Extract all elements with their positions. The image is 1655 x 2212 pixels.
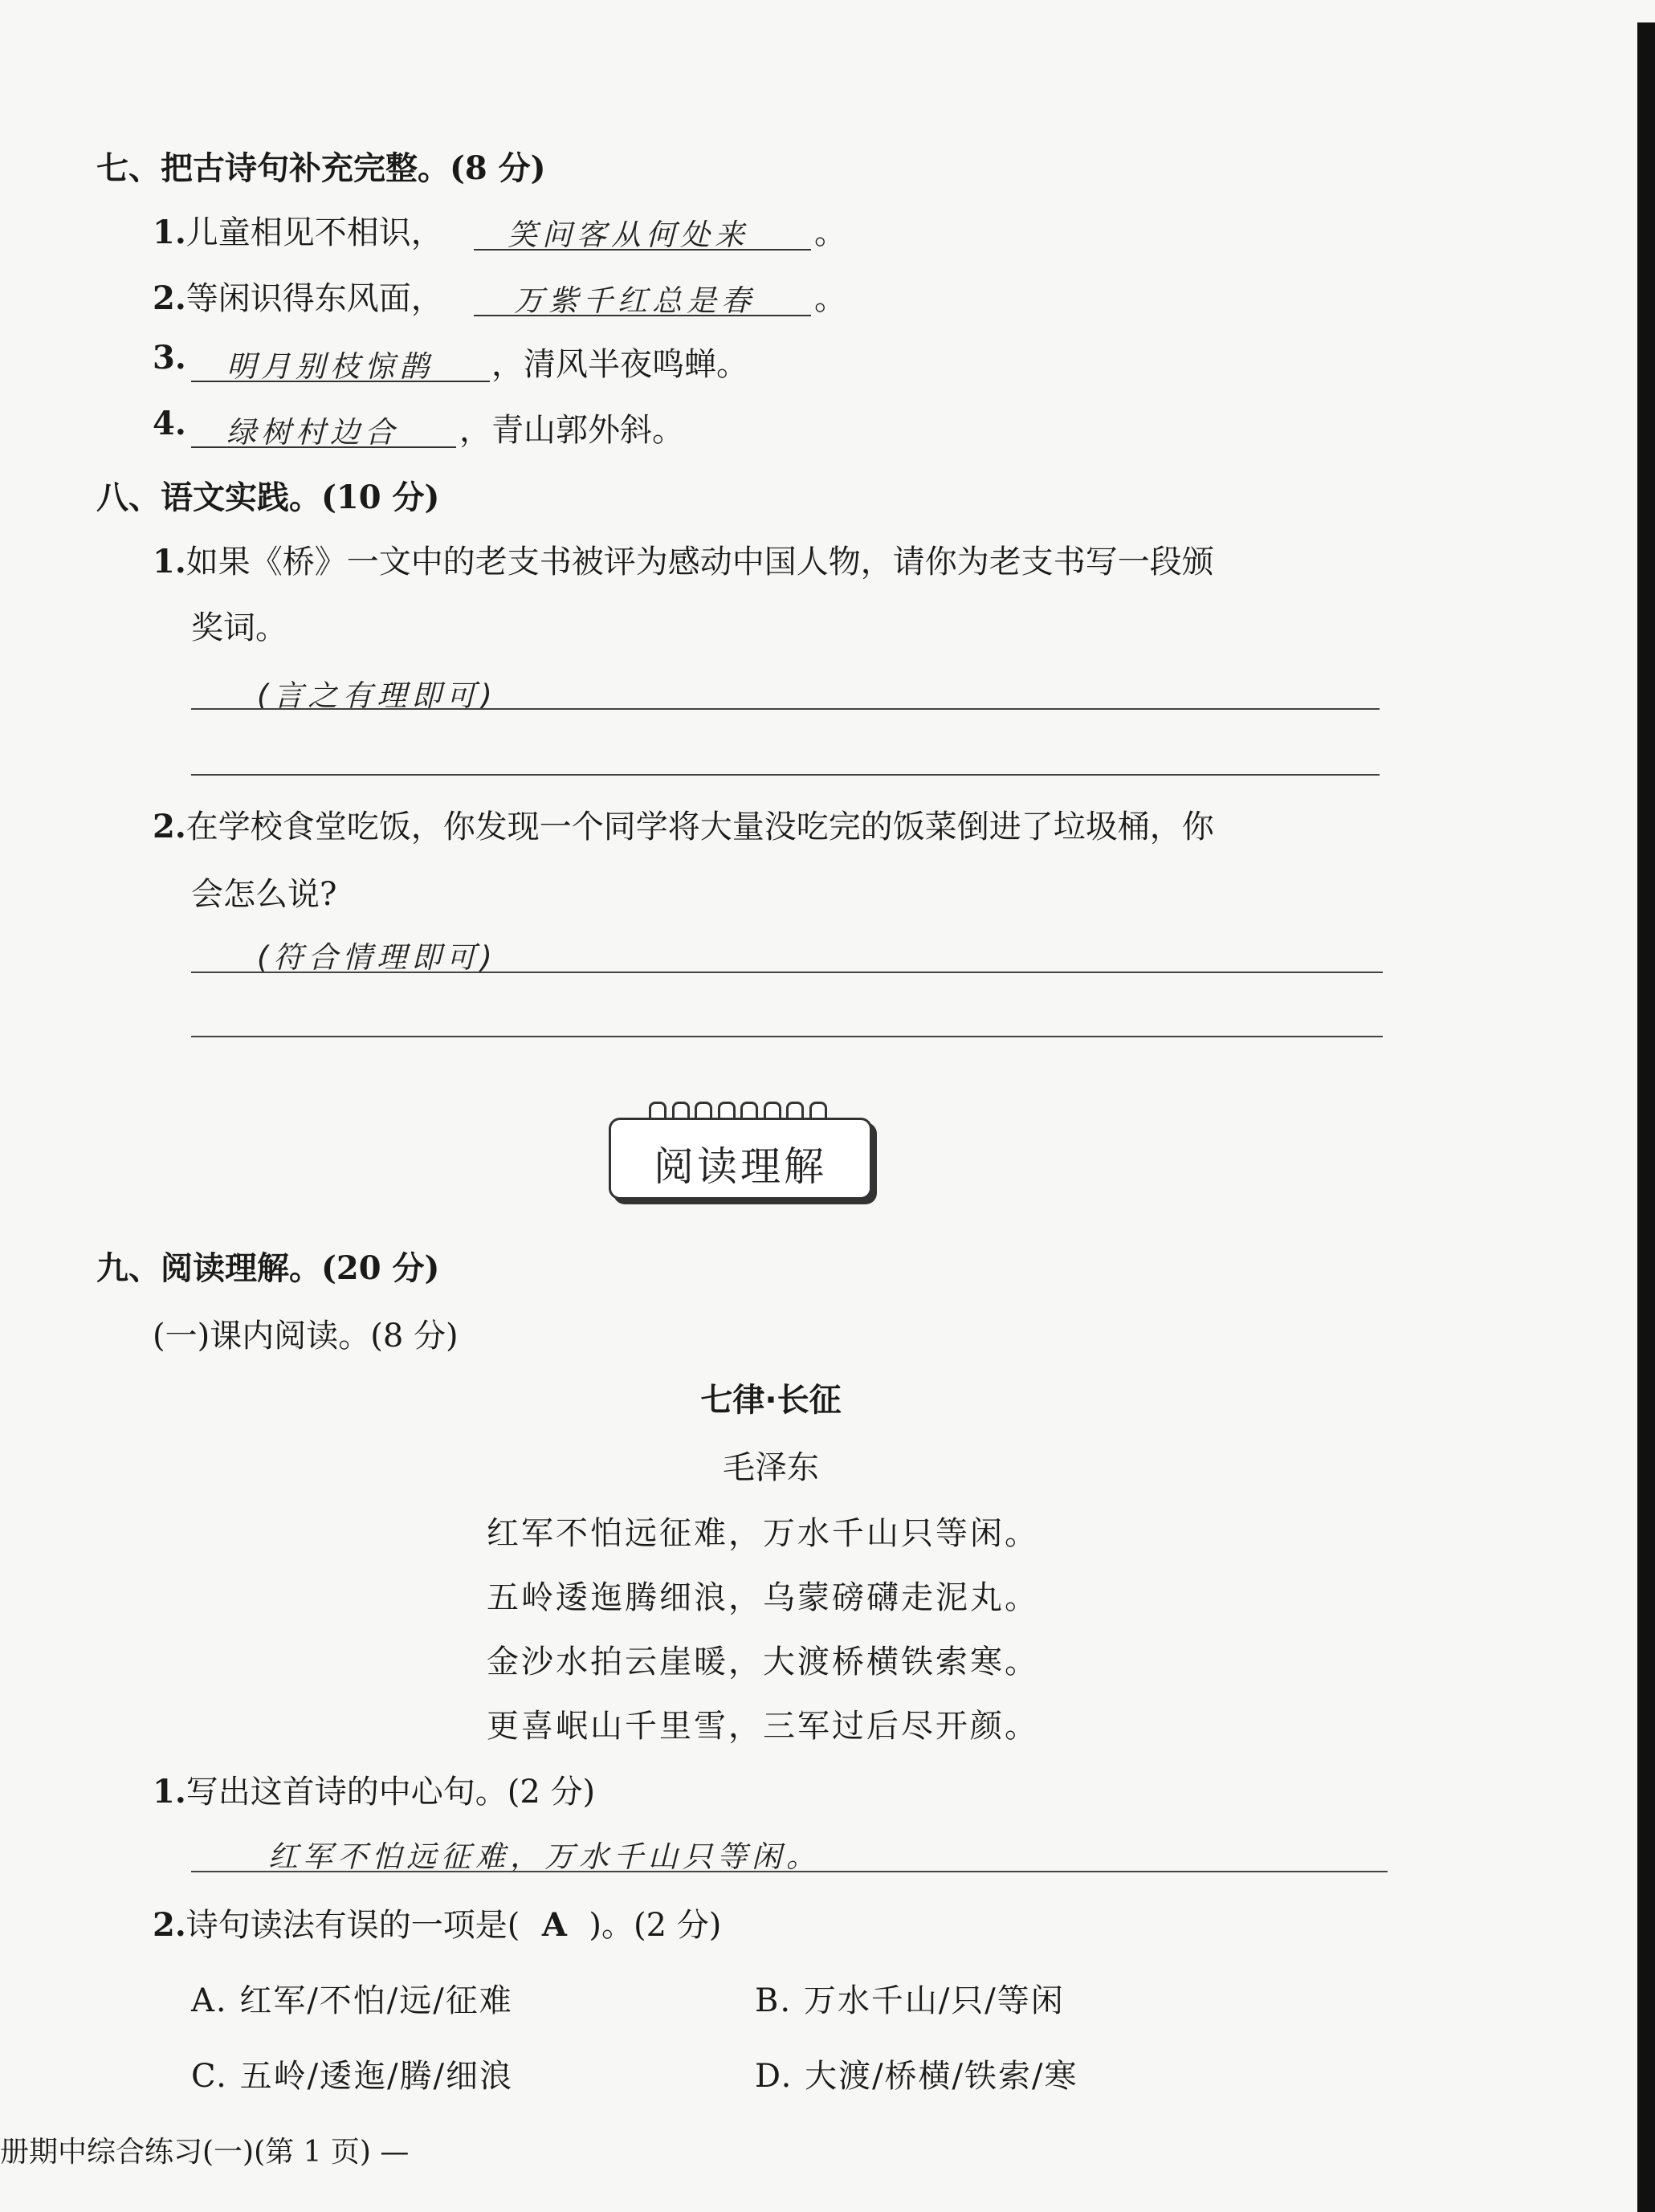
question-text: 诗句读法有误的一项是( [185,1907,520,1944]
s7-item-3 [153,339,186,377]
item-text: 。 [814,214,846,251]
poem-line: 红军不怕远征难，万水千山只等闲。 [487,1515,1039,1552]
s7-blank-2[interactable] [474,276,811,316]
section-9-title: 九、阅读理解。(20 分) [96,1249,440,1287]
question-text: )。(2 分) [589,1907,722,1944]
item-number: 2. [153,808,186,845]
item-number: 3. [153,339,186,377]
answer-line[interactable] [191,1871,1388,1872]
item-text: 等闲识得东风面， [185,280,443,317]
s8-question-1 [153,536,1214,582]
answer-line[interactable] [191,1036,1383,1037]
option-b[interactable]: B. 万水千山/只/等闲 [755,1982,1065,2019]
s7-blank-1[interactable] [474,210,811,251]
section-8-title: 八、语文实践。(10 分) [96,479,440,516]
handwritten-answer: (符合情理即可) [257,940,497,975]
option-d[interactable]: D. 大渡/桥横/铁索/寒 [755,2058,1078,2095]
option-c[interactable]: C. 五岭/逶迤/腾/细浪 [191,2058,514,2095]
answer-line[interactable] [191,972,1383,973]
question-text: 奖词。 [191,609,287,646]
poem-title: 七律·长征 [700,1382,842,1419]
item-number: 1. [153,214,186,251]
subsection-title: (一)课内阅读。(8 分) [153,1318,459,1354]
handwritten-answer: 绿树村边合 [226,415,399,450]
handwritten-answer: (言之有理即可) [257,678,497,713]
poem-line: 金沙水拍云崖暖，大渡桥横铁索寒。 [487,1644,1039,1680]
poem-line: 更喜岷山千里雪，三军过后尽开颜。 [487,1708,1039,1745]
item-text: ，清风半夜鸣蝉。 [491,346,748,383]
s8-question-2 [153,801,1214,847]
banner-label: 阅读理解 [654,1143,827,1190]
item-text: 。 [814,280,846,317]
s7-blank-4[interactable] [191,408,456,448]
handwritten-answer: 笑问客从何处来 [508,218,749,252]
handwritten-answer[interactable]: A [541,1906,567,1944]
s9-question-2 [153,1900,721,1945]
item-text: 儿童相见不相识， [185,214,443,251]
reading-banner [609,1118,872,1200]
option-a[interactable]: A. 红军/不怕/远/征难 [191,1982,513,2019]
s7-item-4 [153,405,186,442]
item-number: 2. [153,279,186,317]
scan-edge-bar [1637,22,1655,2212]
s7-item-2 [153,273,443,319]
item-number: 1. [153,1773,186,1811]
s9-question-1 [153,1766,595,1812]
item-number: 1. [153,543,186,580]
item-text: ，青山郭外斜。 [459,412,684,449]
item-number: 2. [153,1906,186,1944]
s7-blank-3[interactable] [191,342,490,382]
poem-line: 五岭逶迤腾细浪，乌蒙磅礴走泥丸。 [487,1579,1039,1616]
handwritten-answer: 红军不怕远征难，万水千山只等闲。 [268,1839,821,1874]
answer-line[interactable] [191,708,1380,710]
handwritten-answer: 万紫千红总是春 [514,283,756,318]
question-text: 在学校食堂吃饭，你发现一个同学将大量没吃完的饭菜倒进了垃圾桶，你 [185,809,1214,845]
question-text: 会怎么说? [191,876,337,913]
item-number: 4. [153,405,186,442]
question-text: 写出这首诗的中心句。(2 分) [185,1774,596,1811]
poem-author: 毛泽东 [723,1449,819,1486]
s7-item-1 [153,207,443,253]
answer-line[interactable] [191,774,1380,776]
question-text: 如果《桥》一文中的老支书被评为感动中国人物，请你为老支书写一段颁 [185,544,1214,580]
page-footer: 册期中综合练习(一)(第 1 页) — [0,2136,410,2169]
handwritten-answer: 明月别枝惊鹊 [226,349,434,384]
section-7-title: 七、把古诗句补充完整。(8 分) [96,149,546,187]
